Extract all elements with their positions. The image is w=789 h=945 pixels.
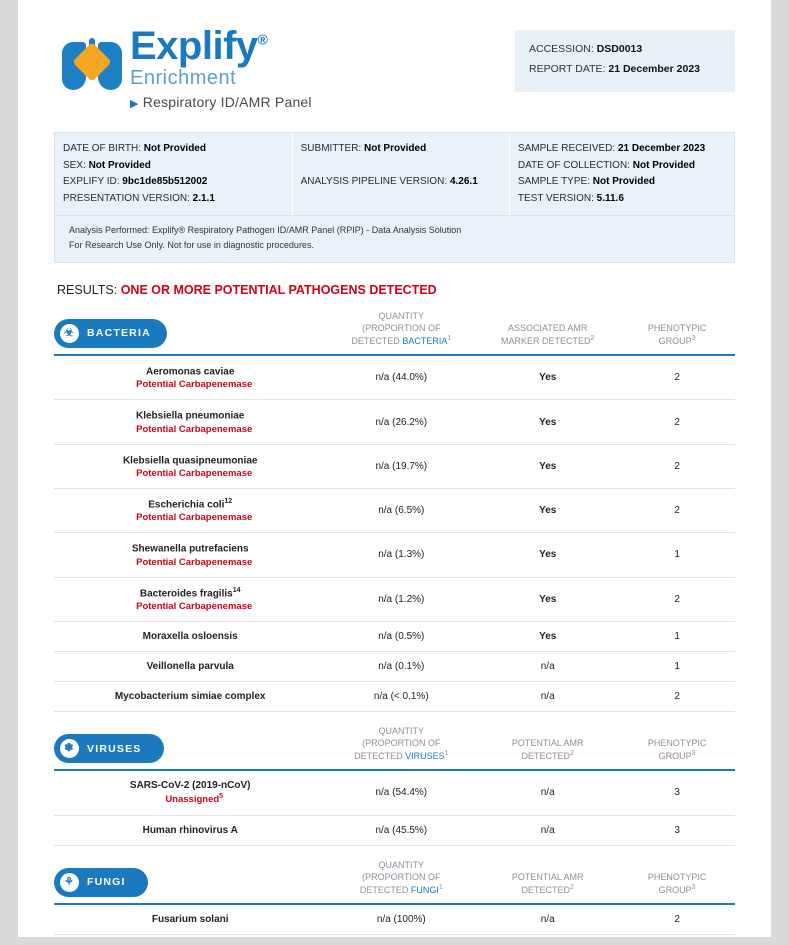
table-header-row [54,858,735,904]
meta-label: ANALYSIS PIPELINE VERSION: [300,176,448,187]
amr-cell: n/a [476,815,619,845]
table-header-row [54,309,735,355]
organism-name: Klebsiella pneumoniae [136,410,245,422]
group-cell: 2 [619,355,735,400]
bacteria-icon: ☣ [60,324,79,343]
bacteria-link[interactable]: BACTERIA [402,335,448,346]
fungi-pill-label: FUNGI [87,876,126,889]
viruses-table [54,724,735,846]
organism-cell [54,904,326,935]
meta-row [63,158,282,175]
amr-cell: n/a [476,770,619,815]
organism-subnote [54,793,326,805]
report-date-label: REPORT DATE: [529,62,606,75]
phenotypic-group-header [619,309,735,355]
meta-row [518,158,724,175]
amr-header [476,724,619,770]
results-summary [54,283,735,297]
organism-cell [54,533,326,577]
quantity-cell: n/a (45.5%) [326,815,476,845]
meta-value: Not Provided [592,176,655,187]
amr-cell: Yes [476,621,619,651]
panel-label: Respiratory ID/AMR Panel [142,94,312,110]
group-cell: 2 [619,904,735,935]
fungi-table [54,858,735,935]
organism-name: Veillonella parvula [146,660,234,672]
bacteria-section-pill-cell [54,309,326,355]
organism-name: Human rhinovirus A [142,824,238,836]
group-cell: 1 [619,533,735,577]
meta-row [518,191,724,208]
group-cell: 2 [619,681,735,711]
analysis-performed-note: Analysis Performed: Explify® Respiratory Pathogen ID/AMR Panel (RPIP) - Data Analysis Solution [69,225,462,235]
meta-value: Not Provided [632,159,695,171]
pheno-header-line2 [620,883,734,896]
organism-cell [54,489,326,533]
viruses-section-pill [54,734,164,763]
meta-label: SUBMITTER: [300,143,362,154]
quantity-header-line1: QUANTITY [378,859,425,870]
footnote-ref: 3 [691,883,696,891]
table-row [54,489,735,533]
footnote-ref: 1 [438,883,443,891]
organism-name: Klebsiella quasipneumoniae [122,455,258,466]
footnote-ref: 1 [447,334,452,342]
meta-row [63,141,282,158]
meta-row [518,174,724,191]
meta-row-spacer [301,158,499,175]
report-page [18,0,771,945]
quantity-header-line1: QUANTITY [378,725,425,736]
fungi-link[interactable]: FUNGI [410,884,439,895]
group-cell: 3 [619,815,735,845]
meta-value: 21 December 2023 [617,143,706,154]
pheno-header-line1: PHENOTYPIC [647,871,707,882]
quantity-header-line1: QUANTITY [378,310,425,321]
registered-mark: ® [257,31,268,48]
triangle-icon: ▶ [130,98,139,110]
quantity-cell: n/a (0.5%) [326,621,476,651]
pheno-header-text: GROUP [658,751,692,762]
group-cell: 2 [619,400,735,444]
viruses-link[interactable]: VIRUSES [405,751,445,762]
organism-subnote: Potential Carbapenemase [136,600,253,612]
meta-label: SAMPLE RECEIVED: [517,143,616,154]
quantity-header [326,858,476,904]
amr-cell: n/a [476,904,619,935]
quantity-header [326,309,476,355]
meta-column-2 [293,133,510,215]
quantity-cell: n/a (< 0.1%) [326,681,476,711]
meta-value: Not Provided [143,143,206,154]
brand-title [130,26,267,66]
table-row [54,533,735,577]
virus-icon: ❃ [60,739,79,758]
organism-name: Moraxella osloensis [142,630,238,642]
quantity-header-line3 [327,749,475,762]
organism-subnote-text: Unassigned [165,794,220,806]
bacteria-table [54,309,735,712]
results-label: RESULTS: [57,282,118,297]
quantity-header [326,724,476,770]
amr-header-line2 [477,749,618,762]
quantity-header-prefix: DETECTED [354,751,406,762]
pheno-header-line1: PHENOTYPIC [647,322,707,333]
quantity-cell: n/a (6.5%) [326,489,476,533]
quantity-cell: n/a (0.1%) [326,651,476,681]
table-row [54,651,735,681]
organism-cell [54,815,326,845]
report-header [54,0,735,110]
footnote-ref: 1 [444,750,449,758]
footnote-ref: 3 [691,334,696,342]
table-row [54,770,735,815]
amr-cell: Yes [476,533,619,577]
table-row [54,621,735,651]
amr-header [476,309,619,355]
fungi-section-pill [54,868,148,897]
organism-name: Shewanella putrefaciens [131,543,249,555]
meta-label: SEX: [63,159,86,171]
lungs-logo-icon [62,34,122,96]
table-row [54,444,735,488]
organism-cell [54,355,326,400]
amr-cell: Yes [476,400,619,444]
brand-panel-name [130,95,312,110]
organism-name: SARS-CoV-2 (2019-nCoV) [129,780,251,792]
amr-header-line2 [477,334,618,347]
quantity-cell: n/a (54.4%) [326,770,476,815]
organism-cell [54,444,326,488]
meta-label: TEST VERSION: [517,192,594,204]
meta-value: 5.11.6 [596,192,624,204]
table-header-row [54,724,735,770]
organism-name: Mycobacterium simiae complex [114,690,266,702]
amr-cell: Yes [476,489,619,533]
footnote-ref: 2 [570,883,574,891]
table-row [54,577,735,621]
quantity-cell: n/a (44.0%) [326,355,476,400]
organism-footnote: 14 [232,586,241,594]
amr-header-line1: ASSOCIATED AMR [508,322,588,333]
quantity-header-prefix: DETECTED [359,884,411,895]
footnote-ref: 2 [590,334,595,342]
meta-label: PRESENTATION VERSION: [63,192,190,204]
amr-header-line1: POTENTIAL AMR [511,738,584,749]
footnote-ref: 3 [691,750,696,758]
page-bottom-edge [18,937,771,945]
group-cell: 3 [619,770,735,815]
amr-header-line1: POTENTIAL AMR [511,871,584,882]
bacteria-pill-label: BACTERIA [87,327,151,340]
organism-subnote: Potential Carbapenemase [136,379,253,391]
table-row [54,355,735,400]
organism-subnote: Potential Carbapenemase [136,468,253,479]
amr-cell: n/a [476,681,619,711]
quantity-header-line3 [327,334,475,347]
organism-cell [54,770,326,815]
amr-header [476,858,619,904]
pheno-header-line1: PHENOTYPIC [647,738,707,749]
meta-column-3 [510,133,734,215]
quantity-cell: n/a (1.2%) [326,577,476,621]
research-use-note: For Research Use Only. Not for use in diagnostic procedures. [69,240,314,251]
report-date-value: 21 December 2023 [608,62,701,75]
footnote-ref: 2 [570,750,574,758]
quantity-cell: n/a (26.2%) [326,400,476,444]
accession-label: ACCESSION: [529,43,594,55]
organism-name: Fusarium solani [151,913,229,925]
meta-label: SAMPLE TYPE: [517,176,590,187]
quantity-cell: n/a (1.3%) [326,533,476,577]
meta-row [63,174,282,191]
amr-header-text: DETECTED [521,884,570,895]
amr-header-text: DETECTED [521,751,570,762]
pheno-header-text: GROUP [658,335,692,346]
meta-row [301,174,499,191]
organism-subnote: Potential Carbapenemase [136,512,253,524]
meta-value: Not Provided [88,159,151,171]
fungi-section-pill-cell [54,858,326,904]
amr-cell: Yes [476,577,619,621]
accession-box [515,30,735,92]
viruses-section-pill-cell [54,724,326,770]
results-value: ONE OR MORE POTENTIAL PATHOGENS DETECTED [120,282,437,297]
group-cell: 1 [619,621,735,651]
organism-footnote: 12 [224,498,233,505]
analysis-notes [54,216,735,263]
amr-cell: n/a [476,651,619,681]
table-row [54,904,735,935]
group-cell: 1 [619,651,735,681]
group-cell: 2 [619,489,735,533]
meta-label: DATE OF COLLECTION: [517,159,630,171]
organism-subnote: Potential Carbapenemase [136,556,253,568]
amr-header-line2 [477,883,618,896]
meta-value: 9bc1de85b512002 [122,176,208,187]
meta-value: Not Provided [363,143,427,154]
meta-label: DATE OF BIRTH: [63,143,141,154]
footnote-ref: 5 [219,793,224,801]
brand-title-text: Explify [130,24,258,68]
quantity-cell: n/a (19.7%) [326,444,476,488]
meta-row [63,191,282,208]
accession-row [529,40,721,60]
organism-cell [54,621,326,651]
organism-name: Bacteroides fragilis [139,587,233,599]
meta-value: 2.1.1 [192,192,215,204]
pheno-header-text: GROUP [658,884,692,895]
fungus-icon: ⚘ [60,873,79,892]
patient-meta-strip [54,132,735,216]
group-cell: 2 [619,444,735,488]
organism-cell [54,651,326,681]
quantity-header-line3 [327,883,475,896]
group-cell: 2 [619,577,735,621]
meta-column-1 [55,133,293,215]
quantity-header-line2: (PROPORTION OF [362,871,441,882]
phenotypic-group-header [619,858,735,904]
organism-name: Aeromonas caviae [146,366,235,378]
report-date-row [529,60,721,80]
organism-cell [54,681,326,711]
meta-label: EXPLIFY ID: [63,176,120,187]
organism-subnote: Potential Carbapenemase [136,423,253,435]
phenotypic-group-header [619,724,735,770]
meta-row [301,141,499,158]
table-row [54,815,735,845]
brand-block [62,26,312,110]
organism-name: Escherichia coli [148,499,225,511]
quantity-cell: n/a (100%) [326,904,476,935]
viruses-pill-label: VIRUSES [87,742,142,755]
quantity-header-line2: (PROPORTION OF [362,322,441,333]
brand-subtitle: Enrichment [130,67,237,89]
meta-row [518,141,724,158]
table-row [54,681,735,711]
bacteria-section-pill [54,319,167,348]
quantity-header-prefix: DETECTED [351,335,403,346]
organism-cell [54,400,326,444]
quantity-header-line2: (PROPORTION OF [362,738,441,749]
pheno-header-line2 [620,749,734,762]
amr-cell: Yes [476,355,619,400]
organism-cell [54,577,326,621]
amr-cell: Yes [476,444,619,488]
accession-value: DSD0013 [596,43,643,55]
table-row [54,400,735,444]
meta-value: 4.26.1 [449,176,478,187]
amr-header-text: MARKER DETECTED [500,335,591,346]
pheno-header-line2 [620,334,734,347]
